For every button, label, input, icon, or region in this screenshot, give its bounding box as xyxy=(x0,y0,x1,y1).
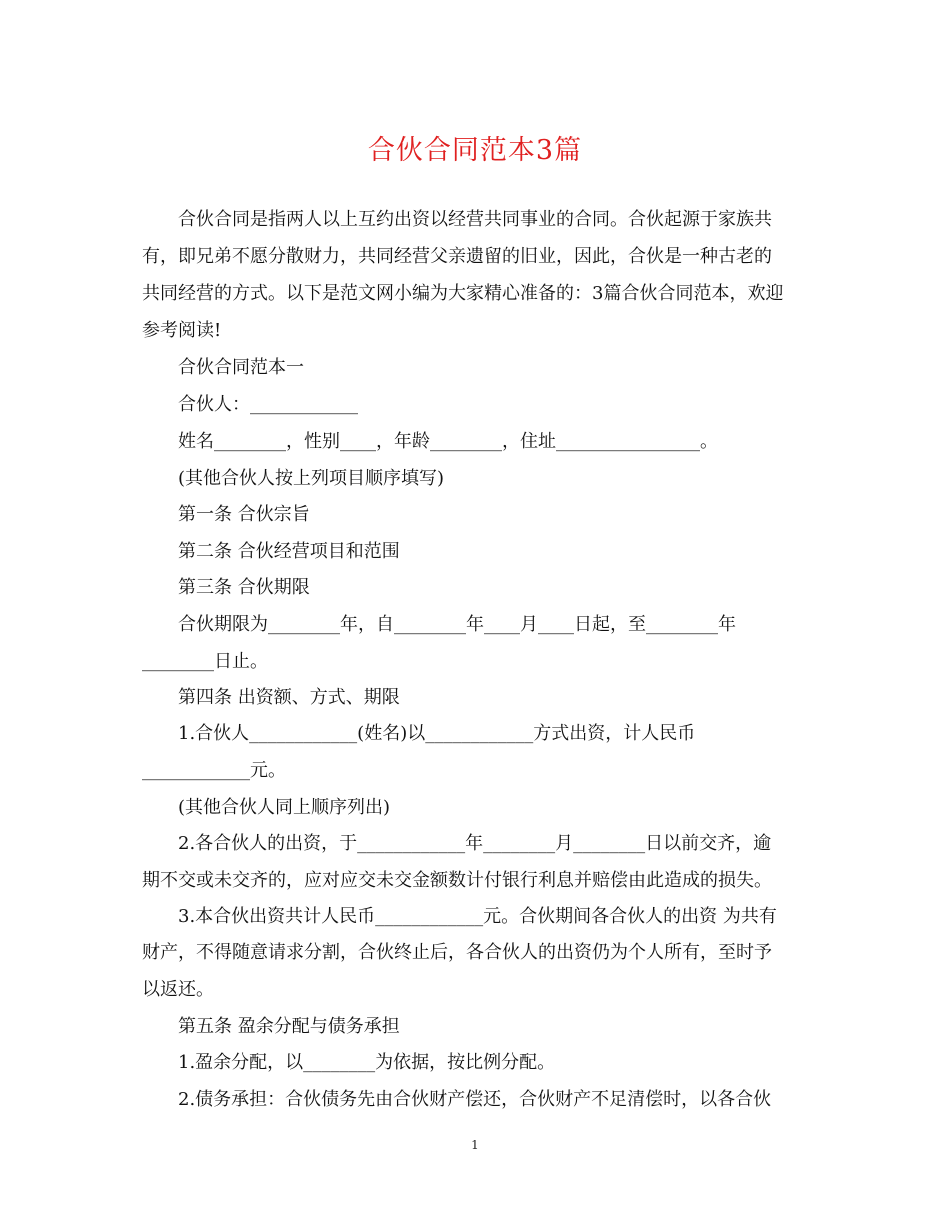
text-line: 参考阅读! xyxy=(142,320,222,341)
text-line: 2.债务承担：合伙债务先由合伙财产偿还，合伙财产不足清偿时，以各合伙 xyxy=(142,1089,772,1110)
clause-heading: 第一条 合伙宗旨 xyxy=(142,504,310,525)
clause-heading: 第五条 盈余分配与债务承担 xyxy=(142,1016,400,1037)
text-line: ____________元。 xyxy=(142,760,286,781)
clause-heading: 第四条 出资额、方式、期限 xyxy=(142,687,400,708)
text-line: 合伙人：____________ xyxy=(142,394,358,415)
text-line: 1.合伙人____________(姓名)以____________方式出资，计人民币 xyxy=(142,723,696,744)
text-line: 期不交或未交齐的，应对应交未交金额数计付银行利息并赔偿由此造成的损失。 xyxy=(142,870,772,891)
text-line: 共同经营的方式。以下是范文网小编为大家精心准备的：3篇合伙合同范本，欢迎 xyxy=(142,283,784,304)
text-line: 有，即兄弟不愿分散财力，共同经营父亲遗留的旧业，因此，合伙是一种古老的 xyxy=(142,246,772,267)
text-line: 以返还。 xyxy=(142,979,214,1000)
text-line: 合伙期限为________年，自________年____月____日起，至________年 xyxy=(142,614,736,635)
document-title: 合伙合同范本3篇 xyxy=(367,135,583,166)
section-heading: 合伙合同范本一 xyxy=(142,357,304,378)
text-line: 财产，不得随意请求分割，合伙终止后，各合伙人的出资仍为个人所有，至时予 xyxy=(142,942,772,963)
clause-heading: 第三条 合伙期限 xyxy=(142,577,310,598)
text-line: 合伙合同是指两人以上互约出资以经营共同事业的合同。合伙起源于家族共 xyxy=(142,209,772,230)
page-number: 1 xyxy=(471,1138,479,1152)
text-line: 2.各合伙人的出资，于____________年________月________日以前交齐，逾 xyxy=(142,833,772,854)
clause-heading: 第二条 合伙经营项目和范围 xyxy=(142,541,400,562)
text-line: 1.盈余分配，以________为依据，按比例分配。 xyxy=(142,1052,556,1073)
text-line: 姓名________，性别____，年龄________，住址________________。 xyxy=(142,431,718,452)
text-line: (其他合伙人按上列项目顺序填写) xyxy=(142,468,445,489)
text-line: ________日止。 xyxy=(142,651,268,672)
text-line: 3.本合伙出资共计人民币____________元。合伙期间各合伙人的出资 为共有 xyxy=(142,906,777,927)
text-line: (其他合伙人同上顺序列出) xyxy=(142,797,391,818)
